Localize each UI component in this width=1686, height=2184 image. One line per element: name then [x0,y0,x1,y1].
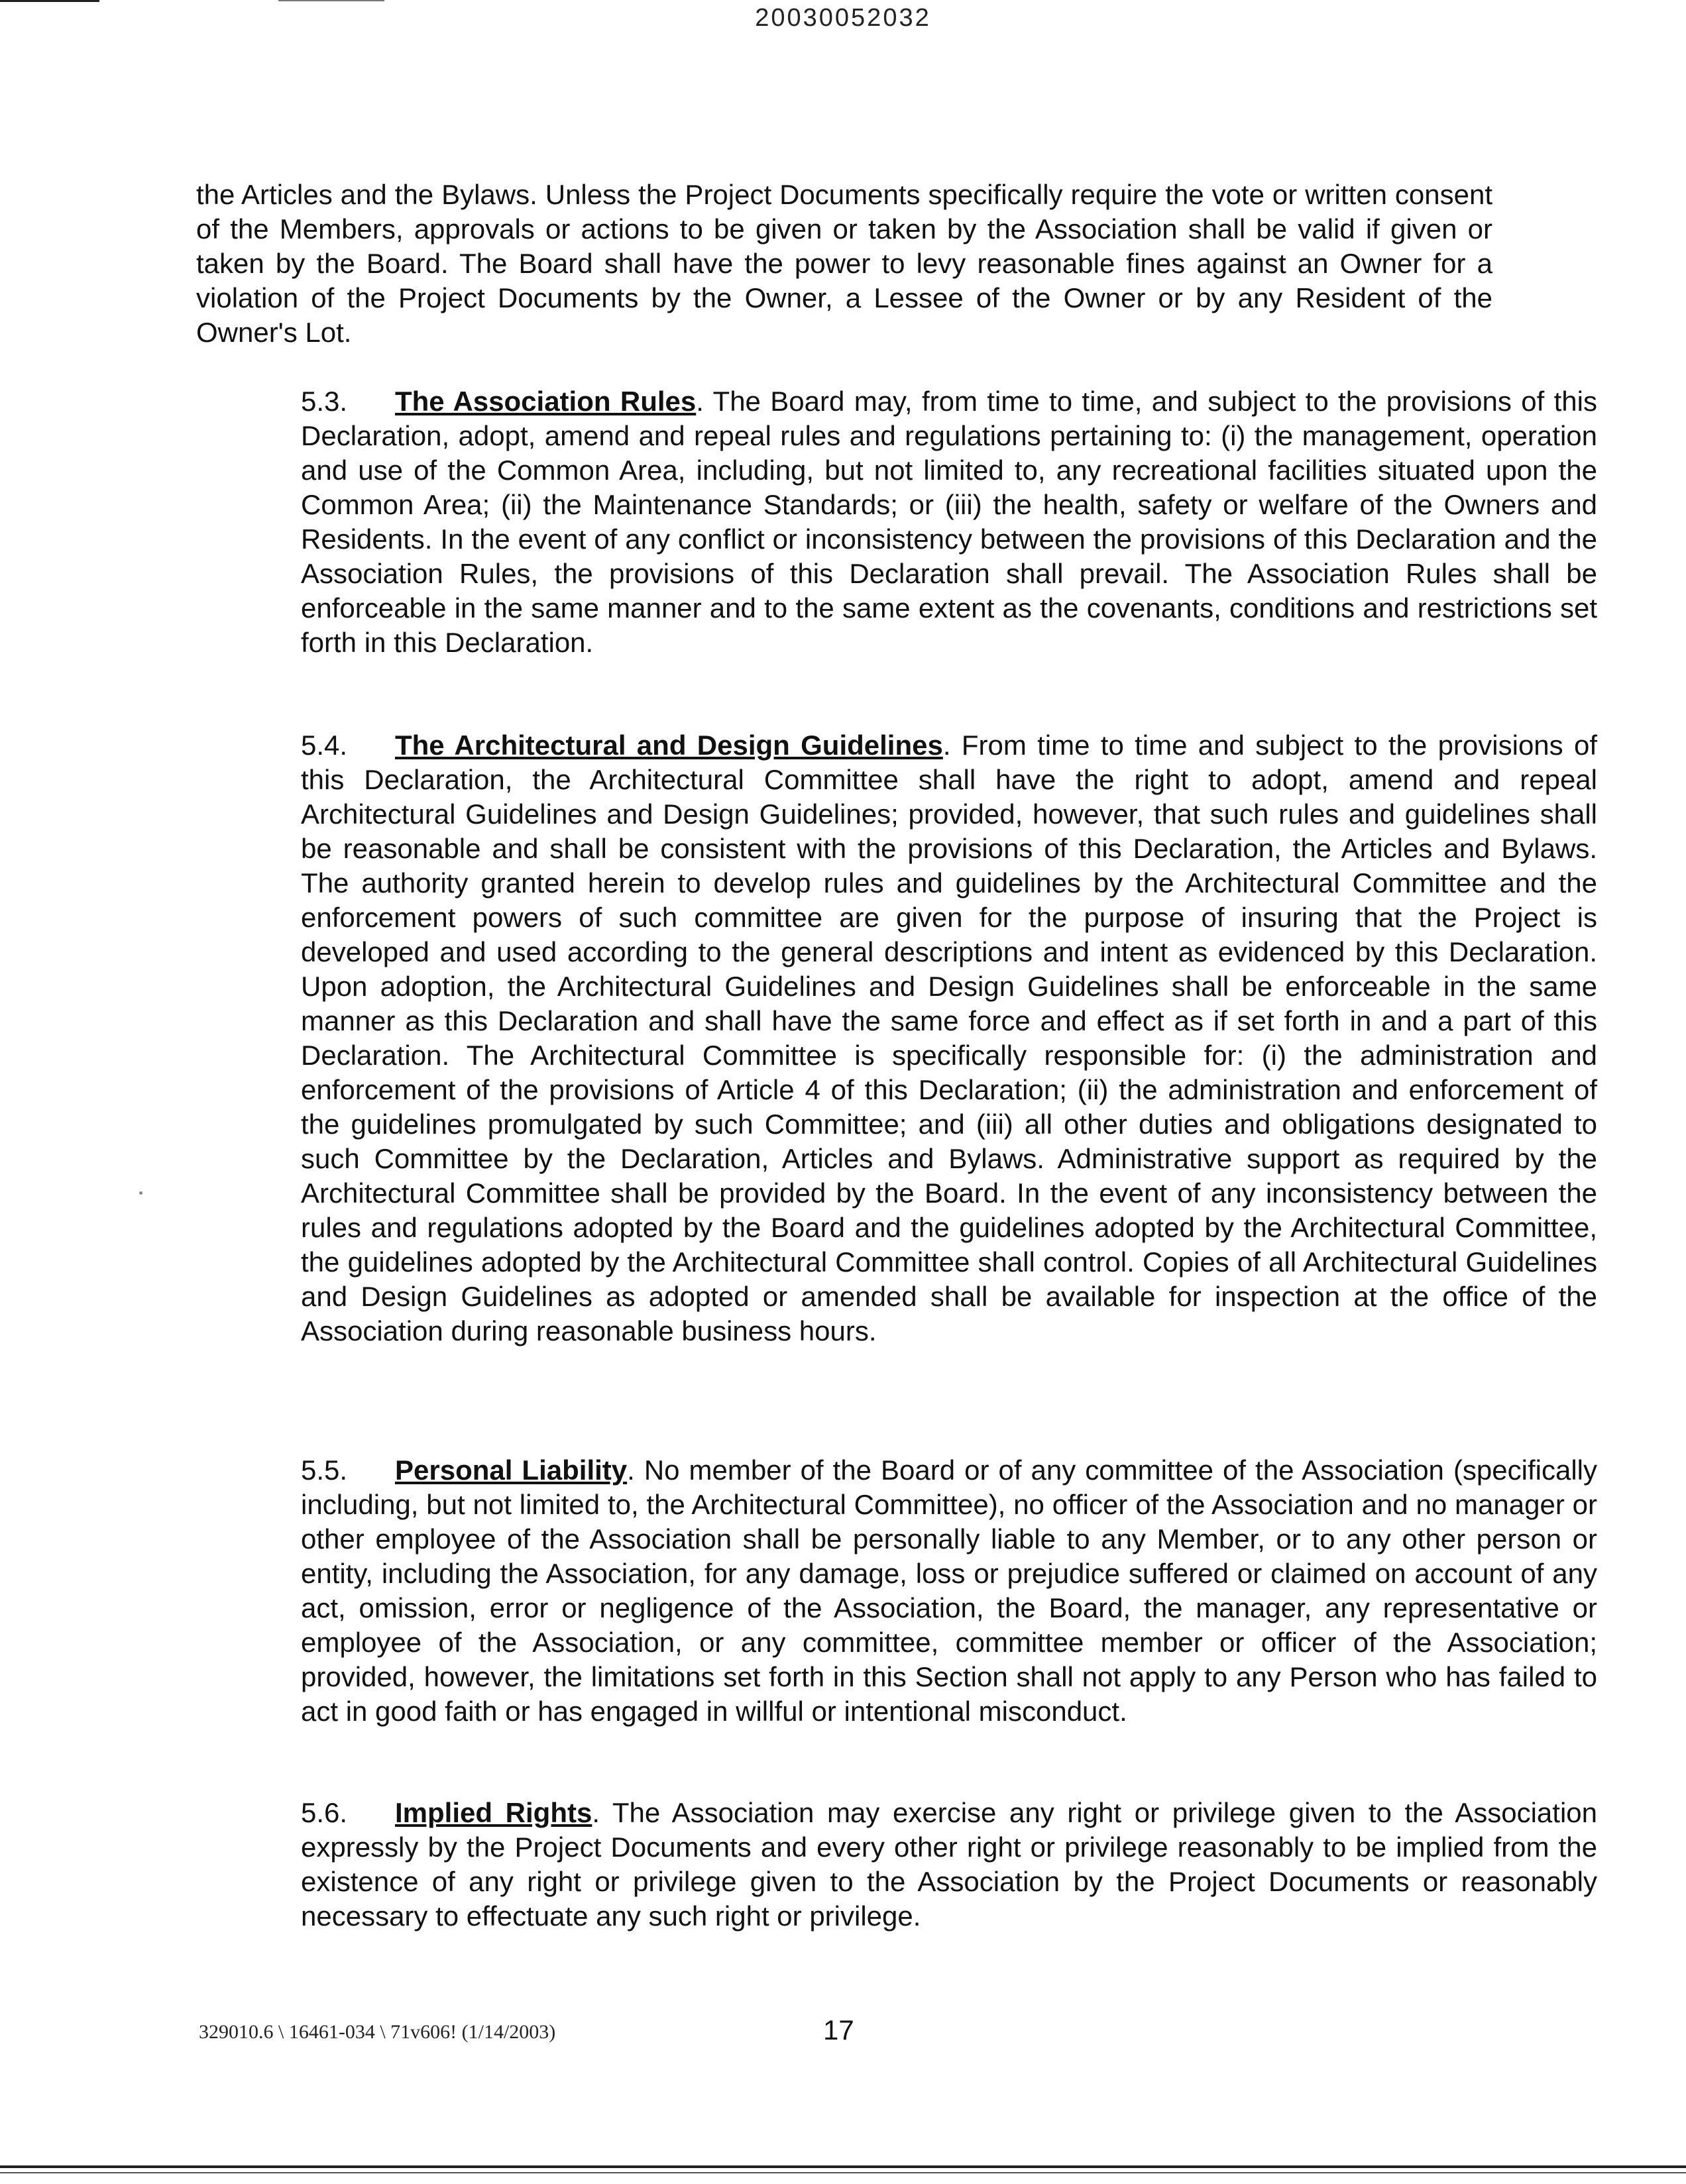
scan-edge-mark-top-dash [278,0,384,1]
section-5-4 [196,728,1597,1348]
section-body: . No member of the Board or of any committee of the Association (specifically including, but not limited to, the Architectural Committee), no officer of the Association and no manager or other employee of the Association shall be personally liable to any Member, or to any other person or entity, including the Association, for any damage, loss or prejudice suffered or claimed on account of any act, omission, error or negligence of the Association, the Board, the manager, any representative or employee of the Association, or any committee, committee member or officer of the Association; provided, however, the limitations set forth in this Section shall not apply to any Person who has failed to act in good faith or has engaged in willful or intentional misconduct. [301,1454,1597,1727]
section-title: The Association Rules [395,386,697,417]
section-number: 5.4. [301,730,348,761]
section-title: Implied Rights [395,1797,592,1828]
section-title: The Architectural and Design Guidelines [395,730,943,761]
page-number: 17 [823,2014,854,2046]
document-number: 20030052032 [755,4,931,32]
section-5-6 [196,1796,1597,1934]
scan-speck [139,1191,142,1195]
intro-paragraph: the Articles and the Bylaws. Unless the Project Documents specifically require the vote or written consent of the Members, approvals or actions to be given or taken by the Association shall be valid if given or taken by the Board. The Board shall have the power to levy reasonable fines against an Owner for a violation of the Project Documents by the Owner, a Lessee of the Owner or by any Resident of the Owner's Lot. [196,179,1492,348]
section-number: 5.5. [301,1454,348,1486]
section-number: 5.3. [301,386,348,417]
footer-document-reference: 329010.6 \ 16461-034 \ 71v606! (1/14/2003) [199,2021,556,2043]
section-body: . The Association may exercise any right or privilege given to the Association expressly by the Project Documents and every other right or privilege reasonably to be implied from the existence of any right or privilege given to the Association by the Project Documents or reasonably necessary to effectuate any such right or privilege. [301,1797,1597,1932]
section-5-5 [196,1453,1597,1729]
section-number: 5.6. [301,1797,348,1828]
section-body: . From time to time and subject to the provisions of this Declaration, the Architectural Committee shall have the right to adopt, amend and repeal Architectural Guidelines and Design Guidelines; provided, however, that such rules and guidelines shall be reasonable and shall be consistent with the provisions of this Declaration, the Articles and Bylaws. The authority granted herein to develop rules and guidelines by the Architectural Committee and the enforcement powers of such committee are given for the purpose of insuring that the Project is developed and used according to the general descriptions and intent as evidenced by this Declaration. Upon adoption, the Architectural Guidelines and Design Guidelines shall be enforceable in the same manner as this Declaration and shall have the same force and effect as if set forth in and a part of this Declaration. The Architectural Committee is specifically responsible for: (i) the administration and enforcement of the provisions of Article 4 of this Declaration; (ii) the administration and enforcement of the guidelines promulgated by such Committee; and (iii) all other duties and obligations designated to such Committee by the Declaration, Articles and Bylaws. Administrative support as required by the Architectural Committee shall be provided by the Board. In the event of any inconsistency between the rules and regulations adopted by the Board and the guidelines adopted by the Architectural Committee, the guidelines adopted by the Architectural Committee shall control. Copies of all Architectural Guidelines and Design Guidelines as adopted or amended shall be available for inspection at the office of the Association during reasonable business hours. [301,730,1597,1346]
scan-edge-mark-top [0,0,99,2]
scan-edge-mark-bottom-secondary [0,2172,1686,2173]
section-5-3 [196,384,1597,660]
scan-edge-mark-bottom [0,2165,1686,2168]
section-title: Personal Liability [395,1454,628,1486]
section-body: . The Board may, from time to time, and subject to the provisions of this Declaration, adopt, amend and repeal rules and regulations pertaining to: (i) the management, operation and use of the Common Area, including, but not limited to, any recreational facilities situated upon the Common Area; (ii) the Maintenance Standards; or (iii) the health, safety or welfare of the Owners and Residents. In the event of any conflict or inconsistency between the provisions of this Declaration and the Association Rules, the provisions of this Declaration shall prevail. The Association Rules shall be enforceable in the same manner and to the same extent as the covenants, conditions and restrictions set forth in this Declaration. [301,386,1597,658]
